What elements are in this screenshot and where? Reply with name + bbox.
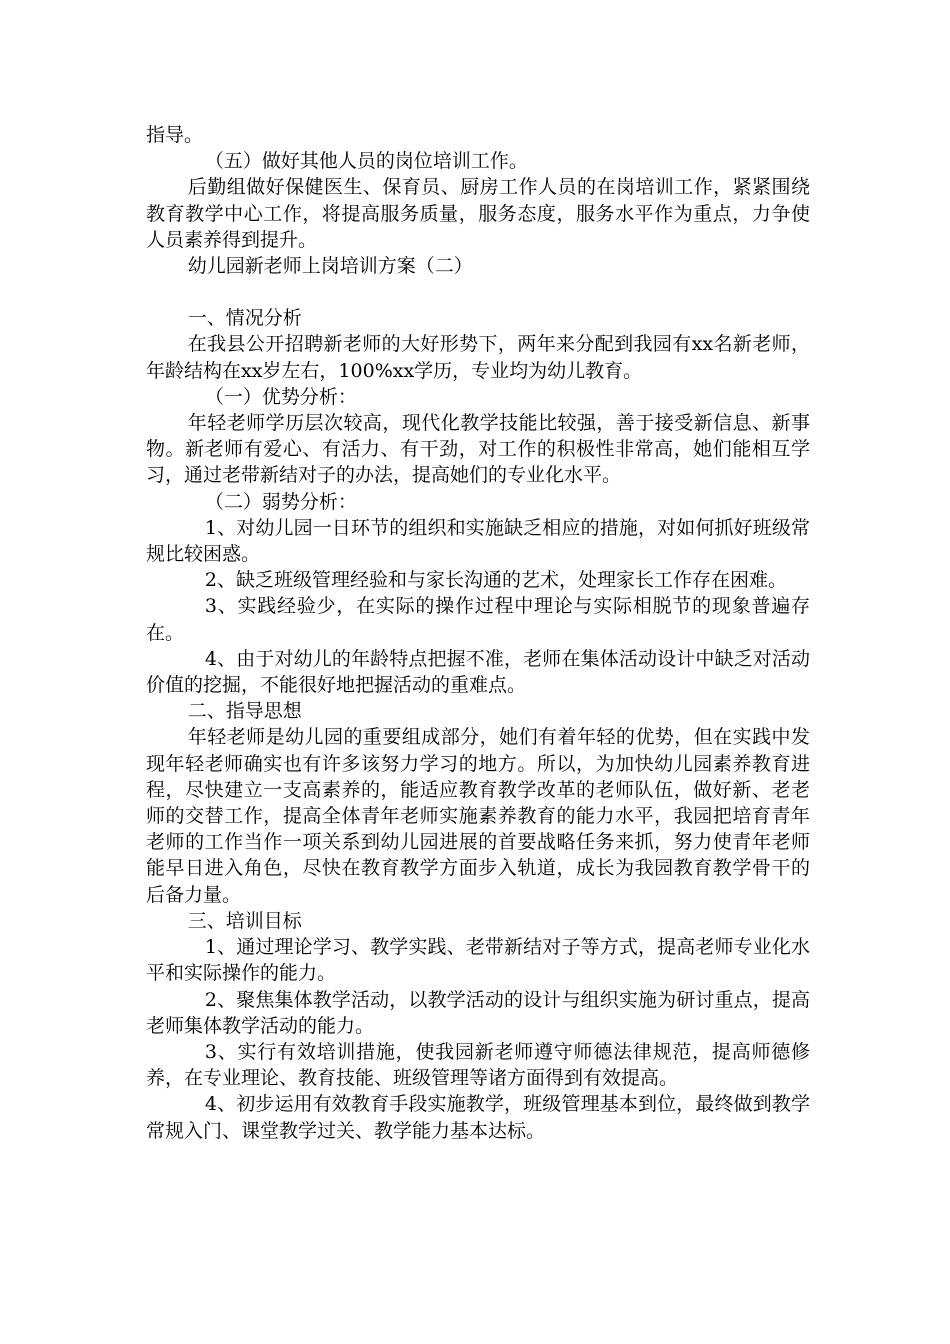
list-item-goal-3: 3、实行有效培训措施，使我园新老师遵守师德法律规范，提高师德修养，在专业理论、教育技能、班级管理等诸方面得到有效提高。 bbox=[146, 1040, 810, 1090]
document-title: 幼儿园新老师上岗培训方案（二） bbox=[187, 255, 473, 278]
paragraph-guiding-ideology: 年轻老师是幼儿园的重要组成部分，她们有着年轻的优势，但在实践中发现年轻老师确实也有许多该努力学习的地方。所以，为加快幼儿园素养教育进程，尽快建立一支高素养的，能适应教育教学改革的老师队伍，做好新、老老师的交替工作，提高全体青年老师实施素养教育的能力水平，我园把培育青年老师的工作当作一项关系到幼儿园进展的首要战略任务来抓，努力使青年老师能早日进入角色，尽快在教育教学方面步入轨道，成长为我园教育教学骨干的后备力量。 bbox=[146, 726, 810, 906]
list-item-weakness-2: 2、缺乏班级管理经验和与家长沟通的艺术，处理家长工作存在困难。 bbox=[204, 569, 787, 592]
heading-training-goals: 三、培训目标 bbox=[187, 909, 302, 932]
heading-guiding-ideology: 二、指导思想 bbox=[187, 700, 302, 723]
section-heading-five: （五）做好其他人员的岗位培训工作。 bbox=[204, 150, 528, 173]
heading-strengths: （一）优势分析： bbox=[204, 385, 357, 408]
paragraph-strengths: 年轻老师学历层次较高，现代化教学技能比较强，善于接受新信息、新事物。新老师有爱心、有活力、有干劲，对工作的积极性非常高，她们能相互学习，通过老带新结对子的办法，提高她们的专业化水平。 bbox=[146, 412, 810, 487]
heading-situation-analysis: 一、情况分析 bbox=[187, 307, 302, 330]
list-item-weakness-4: 4、由于对幼儿的年龄特点把握不准，老师在集体活动设计中缺乏对活动价值的挖掘，不能很好地把握活动的重难点。 bbox=[146, 647, 810, 697]
paragraph-situation: 在我县公开招聘新老师的大好形势下，两年来分配到我园有xx名新老师，年龄结构在xx岁左右，100%xx学历，专业均为幼儿教育。 bbox=[146, 333, 810, 382]
document-page bbox=[146, 122, 810, 1144]
paragraph-logistics: 后勤组做好保健医生、保育员、厨房工作人员的在岗培训工作，紧紧围绕教育教学中心工作，将提高服务质量，服务态度，服务水平作为重点，力争使人员素养得到提升。 bbox=[146, 176, 810, 251]
list-item-goal-2: 2、聚焦集体教学活动，以教学活动的设计与组织实施为研讨重点，提高老师集体教学活动的能力。 bbox=[146, 988, 810, 1037]
paragraph-continuation: 指导。 bbox=[146, 124, 204, 146]
blank-line bbox=[146, 279, 810, 305]
heading-weaknesses: （二）弱势分析： bbox=[204, 490, 357, 513]
list-item-weakness-3: 3、实践经验少，在实际的操作过程中理论与实际相脱节的现象普遍存在。 bbox=[146, 595, 810, 644]
list-item-weakness-1: 1、对幼儿园一日环节的组织和实施缺乏相应的措施，对如何抓好班级常规比较困惑。 bbox=[146, 516, 810, 566]
list-item-goal-1: 1、通过理论学习、教学实践、老带新结对子等方式，提高老师专业化水平和实际操作的能力。 bbox=[146, 936, 810, 985]
list-item-goal-4: 4、初步运用有效教育手段实施教学，班级管理基本到位，最终做到教学常规入门、课堂教学过关、教学能力基本达标。 bbox=[146, 1093, 810, 1142]
